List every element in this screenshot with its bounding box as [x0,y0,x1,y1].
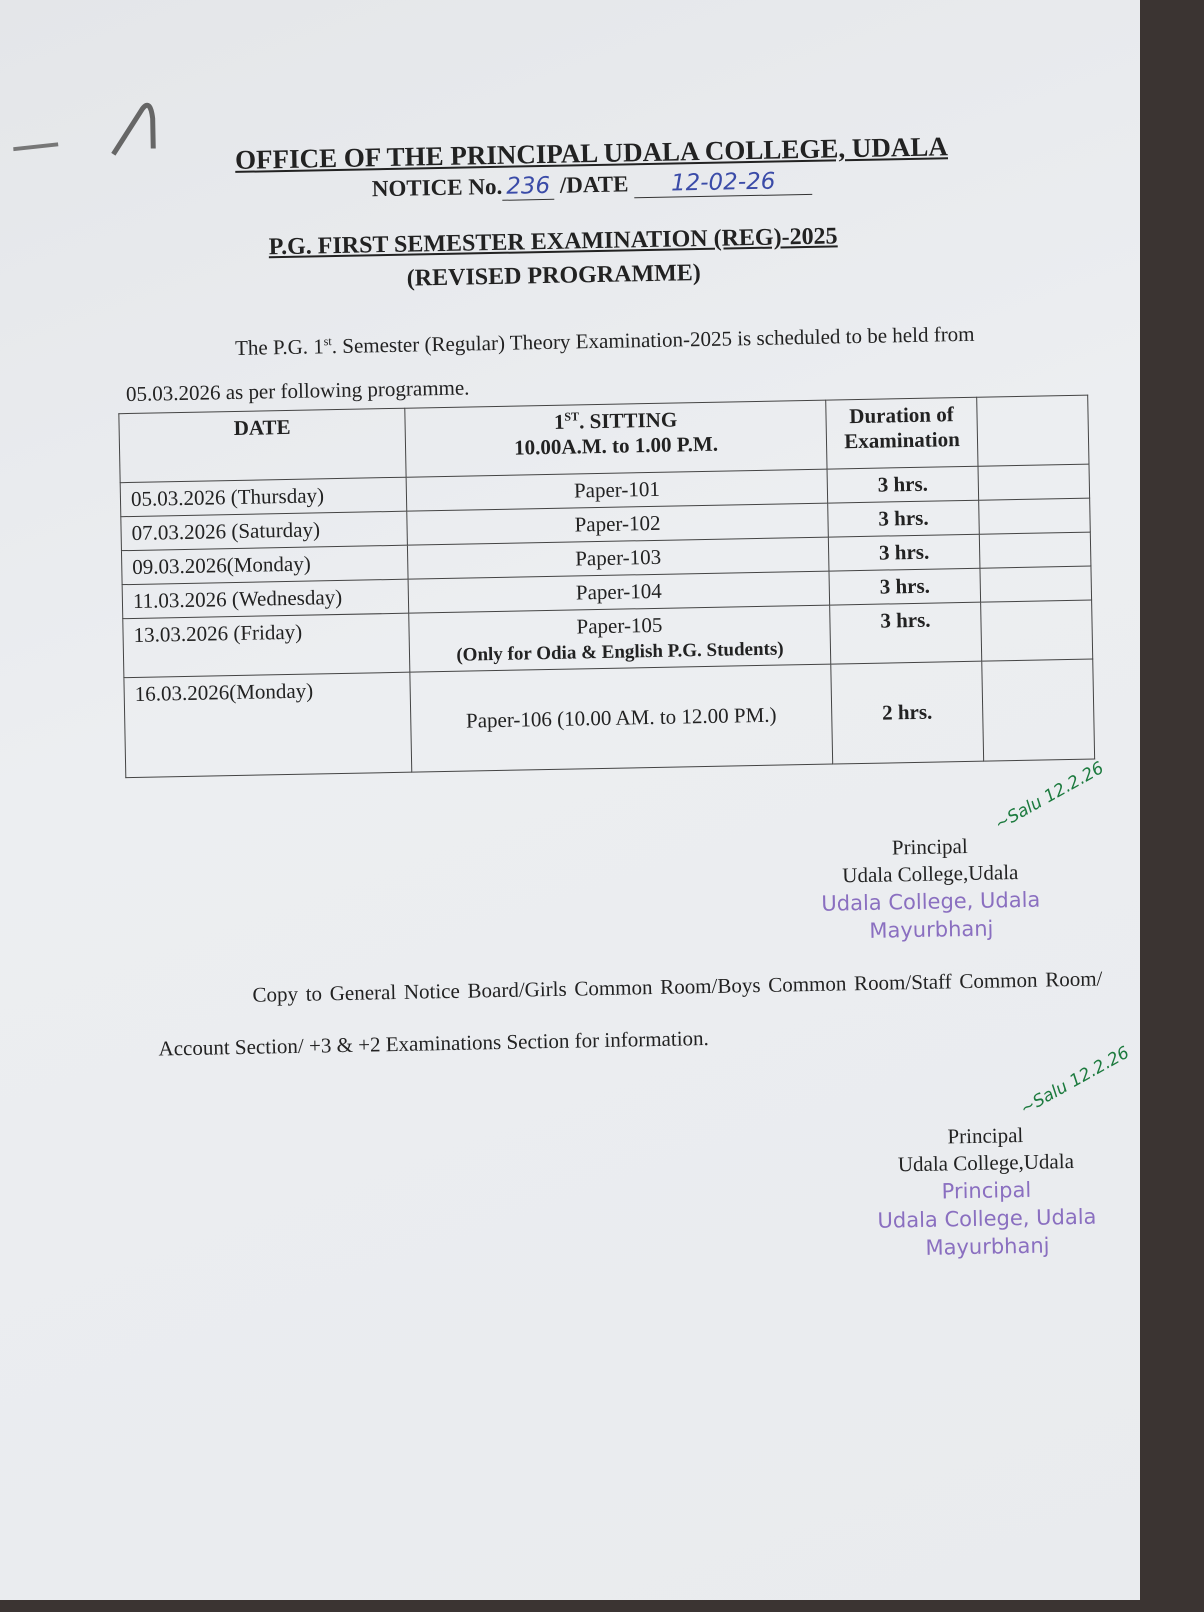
header-date: DATE [119,408,406,482]
signatory-title: Principal [891,833,968,860]
row-duration: 2 hrs. [831,661,984,764]
header-blank [977,395,1089,466]
notice-date: 12-02-26 [634,168,812,198]
row-duration: 3 hrs. [830,602,982,664]
header-duration: Duration of Examination [826,397,978,469]
intro-paragraph: The P.G. 1st. Semester (Regular) Theory Examination-2025 is scheduled to be held from 05.03.2026 as per following programme. [125,321,975,407]
principal-signature-block-1 [795,831,1067,946]
office-heading: OFFICE OF THE PRINCIPAL UDALA COLLEGE, UDALA [234,131,949,175]
exam-subtitle: (REVISED PROGRAMME) [406,260,701,292]
notice-number: 236 [502,173,554,201]
signatory-college: Udala College,Udala [897,1149,1075,1177]
row-date: 13.03.2026 (Friday) [123,613,410,677]
row-date: 05.03.2026 (Thursday) [120,477,407,516]
principal-signature-block-2 [850,1120,1123,1263]
row-duration: 3 hrs. [828,534,980,571]
row-paper: Paper-102 [407,503,829,545]
row-blank [980,566,1092,602]
row-paper: Paper-106 (10.00 AM. to 12.00 PM.) [410,664,833,772]
row-date: 07.03.2026 (Saturday) [121,511,408,550]
row-paper: Paper-104 [408,571,830,613]
row-blank [979,498,1091,534]
row-date: 09.03.2026(Monday) [121,545,408,584]
handwritten-signature: ~Salu 12.2.26 [1017,1042,1133,1120]
row-duration: 3 hrs. [827,466,979,503]
signatory-college: Udala College,Udala [842,860,1019,888]
row-blank [979,532,1091,568]
row-paper: Paper-103 [407,537,829,579]
row-blank [981,600,1093,661]
row-blank [982,659,1095,761]
official-stamp: Udala College, Udala Mayurbhanj [821,887,1041,943]
table-row [124,659,1095,778]
notice-line: NOTICE No. 236 /DATE 12-02-26 [22,161,1162,210]
row-blank [978,464,1090,500]
handwritten-signature: ~Salu 12.2.26 [991,758,1108,835]
row-duration: 3 hrs. [829,568,981,605]
row-paper: Paper-101 [406,469,828,511]
row-duration: 3 hrs. [828,500,980,537]
signatory-title: Principal [947,1122,1024,1149]
copy-to-paragraph: Copy to General Notice Board/Girls Common Room/Boys Common Room/Staff Common Room/ Account Section/ +3 & +2 Examinations Section for information. [158,966,1103,1061]
row-date: 11.03.2026 (Wednesday) [122,579,409,618]
header-sitting: 1ST. SITTING 10.00A.M. to 1.00 P.M. [405,400,827,477]
exam-title: P.G. FIRST SEMESTER EXAMINATION (REG)-2025 [268,223,838,261]
row-paper: Paper-105 (Only for Odia & English P.G. Students) [409,605,831,672]
official-stamp: Principal Udala College, Udala Mayurbhanj [877,1177,1097,1260]
row-date: 16.03.2026(Monday) [124,672,412,777]
exam-schedule-table [118,395,1095,779]
